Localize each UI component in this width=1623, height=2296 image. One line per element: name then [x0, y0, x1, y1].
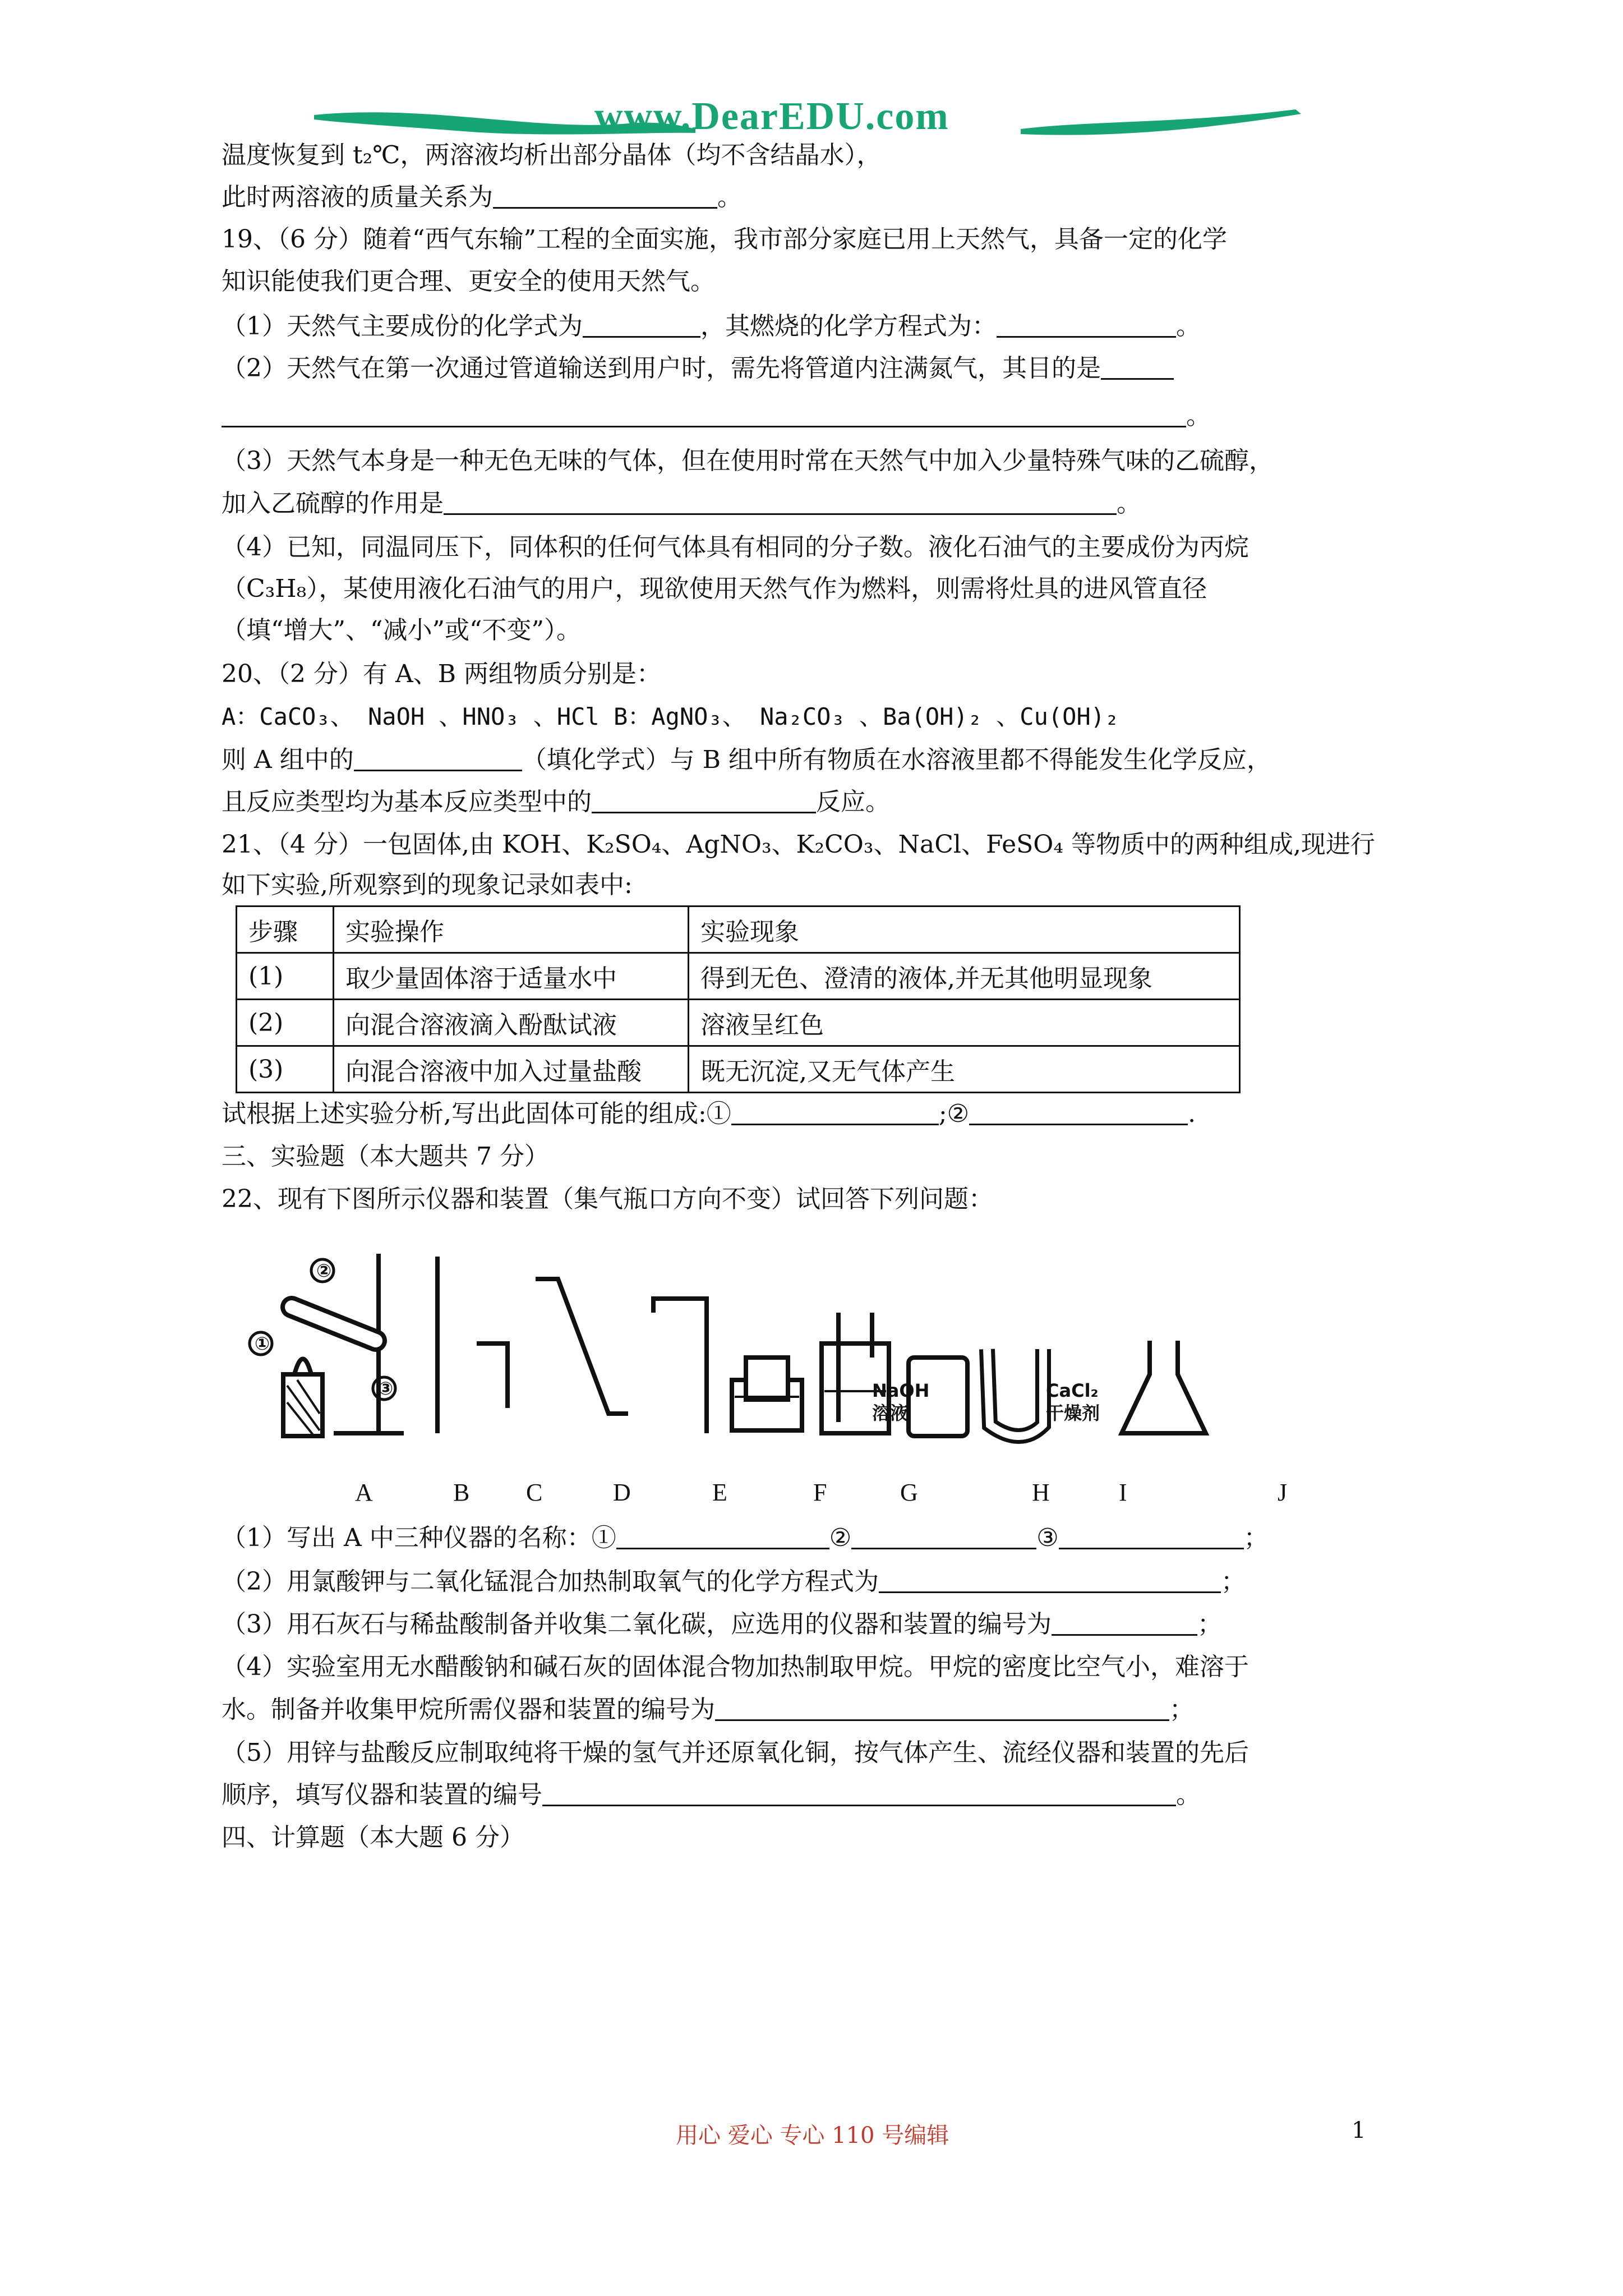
q19-part4c: （填“增大”、“减小”或“不变”）。 — [222, 616, 581, 645]
experiment-table — [236, 905, 1241, 1093]
q20-line2: 且反应类型均为基本反应类型中的 反应。 — [222, 788, 890, 816]
table-cell: (3) — [237, 1046, 334, 1093]
cacl2-label-2: 干燥剂 — [1046, 1402, 1100, 1424]
q22-part1: （1）写出 A 中三种仪器的名称：① ② ③ ； — [222, 1524, 1269, 1552]
table-cell: 得到无色、澄清的液体,并无其他明显现象 — [689, 953, 1240, 1000]
q22-equation-blank[interactable] — [879, 1567, 1221, 1593]
q21-head1: 21、（4 分）一包固体,由 KOH、K₂SO₄、AgNO₃、K₂CO₃、NaCl、FeSO₄ 等物质中的两种组成,现进行 — [222, 830, 1375, 859]
q22-part4b: 水。制备并收集甲烷所需仪器和装置的编号为 ； — [222, 1695, 1194, 1724]
q19-part2-cont: 。 — [222, 399, 1211, 433]
q22-co2-apparatus-blank[interactable] — [1052, 1609, 1197, 1636]
naoh-label: NaOH — [872, 1380, 930, 1401]
figure-label-g: G — [900, 1479, 918, 1506]
q19-ethanethiol-blank[interactable] — [444, 489, 1117, 515]
footer-text: 用心 爱心 专心 110 号编辑 — [676, 2123, 949, 2148]
q19-head1: 19、（6 分）随着“西气东输”工程的全面实施，我市部分家庭已用上天然气，具备一定的化学 — [222, 225, 1227, 254]
apparatus-e — [653, 1299, 707, 1433]
apparatus-d — [536, 1279, 628, 1414]
q19-head2: 知识能使我们更合理、更安全的使用天然气。 — [222, 267, 715, 296]
naoh-label-2: 溶液 — [872, 1402, 909, 1424]
table-row — [237, 1000, 1240, 1046]
q18-answer-blank[interactable] — [493, 182, 717, 209]
figure-label-j: J — [1278, 1479, 1288, 1506]
q22-part3: （3）用石灰石与稀盐酸制备并收集二氧化碳，应选用的仪器和装置的编号为 ； — [222, 1610, 1222, 1639]
table-cell: 向混合溶液滴入酚酞试液 — [334, 1000, 689, 1046]
q19-purpose-blank-a[interactable] — [1101, 353, 1174, 380]
q22-instrument-blank-3[interactable] — [1059, 1523, 1244, 1549]
figure-label-f: F — [813, 1479, 827, 1506]
table-header-row — [237, 907, 1240, 953]
q19-equation-blank[interactable] — [997, 311, 1176, 338]
table-header-cell: 步骤 — [237, 907, 334, 953]
q19-part3b: 加入乙硫醇的作用是 。 — [222, 489, 1141, 518]
q20-head: 20、（2 分）有 A、B 两组物质分别是： — [222, 660, 662, 688]
q22-part5a: （5）用锌与盐酸反应制取纯将干燥的氢气并还原氧化铜，按气体产生、流经仪器和装置的先后 — [222, 1738, 1249, 1767]
q19-part1: （1）天然气主要成份的化学式为 ，其燃烧的化学方程式为： 。 — [222, 312, 1201, 341]
apparatus-j — [1122, 1341, 1206, 1433]
figure-label-e: E — [712, 1479, 727, 1506]
table-header-cell: 实验操作 — [334, 907, 689, 953]
q20-line1: 则 A 组中的 （填化学式）与 B 组中所有物质在水溶液里都不得能发生化学反应， — [222, 746, 1272, 774]
table-cell: 溶液呈红色 — [689, 1000, 1240, 1046]
table-row — [237, 1046, 1240, 1093]
figure-label-h: H — [1032, 1479, 1050, 1506]
q19-purpose-blank-b[interactable] — [222, 401, 1186, 427]
q20-groups: A：CaCO₃、 NaOH 、HNO₃ 、HCl B：AgNO₃、 Na₂CO₃ 、Ba(OH)₂ 、Cu(OH)₂ — [222, 703, 1119, 730]
q22-hydrogen-order-blank[interactable] — [542, 1780, 1176, 1806]
figure-label-a: A — [355, 1479, 373, 1506]
q20-formula-blank[interactable] — [354, 745, 522, 771]
table-cell: 向混合溶液中加入过量盐酸 — [334, 1046, 689, 1093]
q21-head2: 如下实验,所观察到的现象记录如表中: — [222, 871, 633, 899]
apparatus-figure — [236, 1245, 1301, 1481]
figure-label-i: I — [1119, 1479, 1127, 1506]
q21-answer-blank-2[interactable] — [969, 1099, 1188, 1125]
apparatus-c — [477, 1343, 508, 1408]
q19-formula-blank[interactable] — [583, 311, 700, 338]
table-cell: 取少量固体溶于适量水中 — [334, 953, 689, 1000]
figure-label-b: B — [453, 1479, 470, 1506]
q21-answer-blank-1[interactable] — [731, 1099, 939, 1125]
q18-line2: 此时两溶液的质量关系为 。 — [222, 183, 742, 211]
q22-instrument-blank-2[interactable] — [851, 1523, 1036, 1549]
figure-label-d: D — [613, 1479, 631, 1506]
table-cell: (1) — [237, 953, 334, 1000]
circled-3-label: ③ — [378, 1378, 394, 1399]
table-cell: 既无沉淀,又无气体产生 — [689, 1046, 1240, 1093]
table-header-cell: 实验现象 — [689, 907, 1240, 953]
q20-reaction-type-blank[interactable] — [592, 787, 816, 813]
q21-answer: 试根据上述实验分析,写出此固体可能的组成:① ;② . — [222, 1099, 1196, 1128]
circled-2-label: ② — [316, 1260, 332, 1281]
q19-part2: （2）天然气在第一次通过管道输送到用户时，需先将管道内注满氮气，其目的是 — [222, 352, 1174, 385]
q22-instrument-blank-1[interactable] — [616, 1523, 829, 1549]
q22-head: 22、现有下图所示仪器和装置（集气瓶口方向不变）试回答下列问题： — [222, 1185, 993, 1213]
q22-part4a: （4）实验室用无水醋酸钠和碱石灰的固体混合物加热制取甲烷。甲烷的密度比空气小，难溶于 — [222, 1653, 1249, 1681]
q22-methane-apparatus-blank[interactable] — [715, 1695, 1169, 1721]
apparatus-f — [732, 1358, 802, 1430]
q22-part2: （2）用氯酸钾与二氧化锰混合加热制取氧气的化学方程式为 ； — [222, 1567, 1246, 1596]
apparatus-i — [987, 1349, 1043, 1436]
circled-1-label: ① — [255, 1333, 270, 1354]
q19-part4a: （4）已知，同温同压下，同体积的任何气体具有相同的分子数。液化石油气的主要成份为丙烷 — [222, 533, 1249, 562]
q19-part4b: （C₃H₈），某使用液化石油气的用户，现欲使用天然气作为燃料，则需将灶具的进风管直径 — [222, 574, 1207, 603]
table-cell: (2) — [237, 1000, 334, 1046]
cacl2-label: CaCl₂ — [1046, 1380, 1099, 1401]
site-logo: www.DearEDU.com — [594, 95, 949, 138]
table-row — [237, 953, 1240, 1000]
q18-line1: 温度恢复到 t₂℃，两溶液均析出部分晶体（均不含结晶水）， — [222, 141, 882, 169]
q19-part3a: （3）天然气本身是一种无色无味的气体，但在使用时常在天然气中加入少量特殊气味的乙硫醇， — [222, 447, 1274, 475]
figure-label-c: C — [526, 1479, 543, 1506]
section-3-title: 三、实验题（本大题共 7 分） — [222, 1142, 549, 1171]
section-4-title: 四、计算题（本大题 6 分） — [222, 1823, 524, 1852]
q22-part5b: 顺序，填写仪器和装置的编号 。 — [222, 1780, 1201, 1809]
page-number: 1 — [1352, 2118, 1366, 2143]
